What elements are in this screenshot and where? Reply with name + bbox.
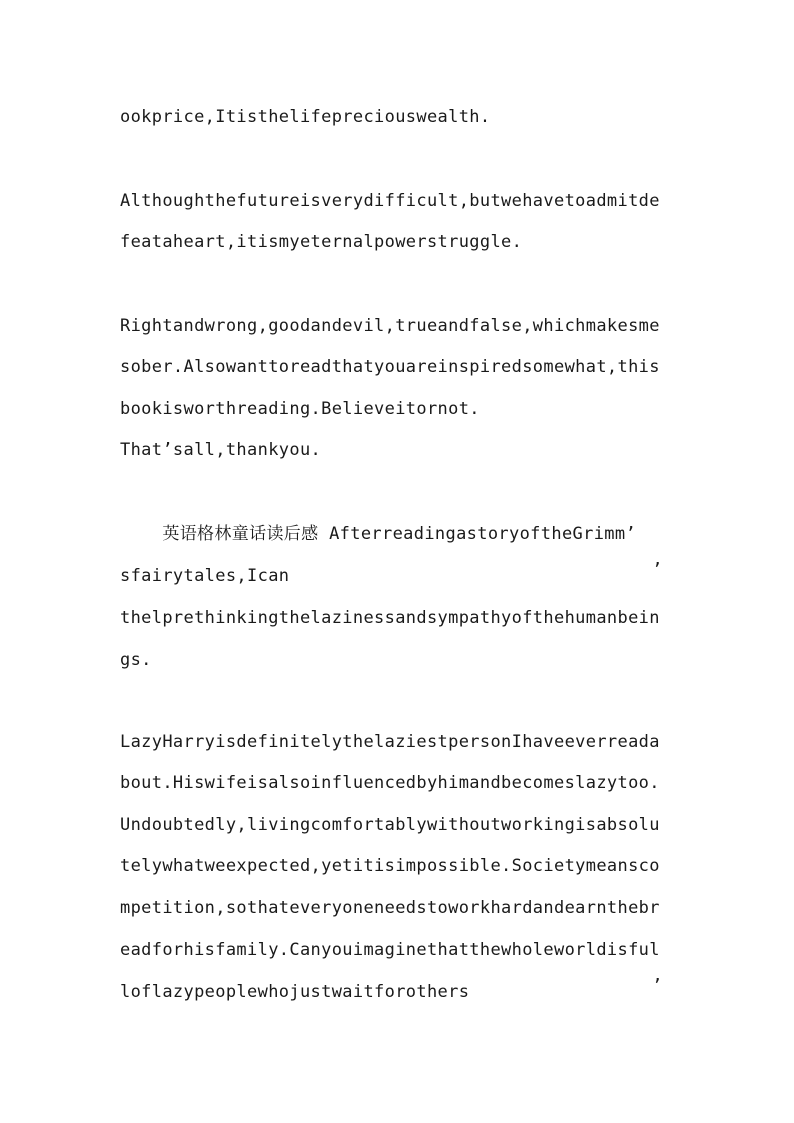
text-line: telywhatweexpected,yetitisimpossible.Societymeansco xyxy=(120,856,660,876)
text-line: sober.Alsowanttoreadthatyouareinspiredsomewhat,this xyxy=(120,357,660,377)
text-line: loflazypeoplewhojustwaitforothers xyxy=(120,982,470,1002)
text-line: eadforhisfamily.Canyouimaginethatthewholeworldisful xyxy=(120,940,660,960)
stray-apostrophe: ’ xyxy=(652,976,663,996)
text-line: Althoughthefutureisverydifficult,butwehavetoadmitde xyxy=(120,191,660,211)
text-line: gs. xyxy=(120,650,152,670)
paragraph-heading-line: 英语格林童话读后感 AfterreadingastoryoftheGrimm’ xyxy=(120,524,637,544)
text-line: ookprice,Itisthelifepreciouswealth. xyxy=(120,107,491,127)
stray-apostrophe: ’ xyxy=(652,560,663,580)
text-line: LazyHarryisdefinitelythelaziestpersonIhaveeverreada xyxy=(120,732,660,752)
text-line: mpetition,sothateveryoneneedstoworkhardandearnthebr xyxy=(120,898,660,918)
text-line: Rightandwrong,goodandevil,trueandfalse,whichmakesme xyxy=(120,316,660,336)
text-line: feataheart,itismyeternalpowerstruggle. xyxy=(120,232,523,252)
text-line: sfairytales,Ican xyxy=(120,566,290,586)
text-line: thelprethinkingthelazinessandsympathyofthehumanbein xyxy=(120,608,660,628)
text-line: bout.Hiswifeisalsoinfluencedbyhimandbecomeslazytoo. xyxy=(120,773,660,793)
text-line: That’sall,thankyou. xyxy=(120,440,322,460)
text-line: Undoubtedly,livingcomfortablywithoutworkingisabsolu xyxy=(120,815,660,835)
text-line: bookisworthreading.Believeitornot. xyxy=(120,399,480,419)
